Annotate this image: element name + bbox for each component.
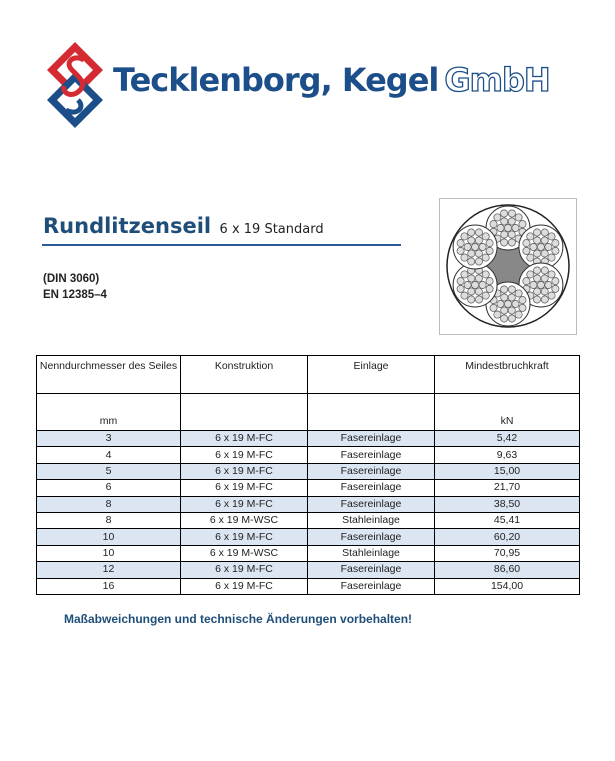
norms-block: [43, 271, 107, 303]
cell-diameter: 3: [37, 431, 181, 447]
cell-breaking-force: 70,95: [435, 545, 580, 561]
norm-en: EN 12385–4: [43, 289, 107, 301]
cell-diameter: 8: [37, 496, 181, 512]
cell-construction: 6 x 19 M-FC: [181, 431, 308, 447]
cell-construction: 6 x 19 M-FC: [181, 447, 308, 463]
company-name: [113, 61, 550, 99]
col-header-construction: Konstruktion: [181, 356, 308, 394]
cell-diameter: 8: [37, 512, 181, 528]
footer-note: Maßabweichungen und technische Änderungen vorbehalten!: [64, 612, 413, 626]
unit-breaking-force: kN: [435, 394, 580, 431]
cell-core: Fasereinlage: [308, 431, 435, 447]
table-row: [37, 578, 580, 594]
cell-core: Fasereinlage: [308, 578, 435, 594]
product-subtitle: 6 x 19 Standard: [219, 222, 324, 237]
col-header-core: Einlage: [308, 356, 435, 394]
norm-din: (DIN 3060): [43, 273, 100, 285]
cell-breaking-force: 38,50: [435, 496, 580, 512]
unit-diameter: mm: [37, 394, 181, 431]
product-title: [43, 214, 324, 238]
cell-construction: 6 x 19 M-FC: [181, 562, 308, 578]
rope-cross-section-image: [439, 198, 577, 335]
company-name-main: Tecklenborg, Kegel: [113, 61, 439, 99]
table-row: [37, 529, 580, 545]
cell-construction: 6 x 19 M-FC: [181, 496, 308, 512]
table-row: [37, 431, 580, 447]
header-row: [37, 356, 580, 394]
cell-breaking-force: 60,20: [435, 529, 580, 545]
cell-core: Fasereinlage: [308, 463, 435, 479]
cell-breaking-force: 154,00: [435, 578, 580, 594]
cell-diameter: 10: [37, 529, 181, 545]
rope-cross-section-icon: [440, 199, 576, 334]
cell-diameter: 10: [37, 545, 181, 561]
cell-core: Fasereinlage: [308, 480, 435, 496]
unit-construction: [181, 394, 308, 431]
cell-construction: 6 x 19 M-WSC: [181, 545, 308, 561]
table-row: [37, 480, 580, 496]
col-header-diameter: Nenndurchmesser des Seiles: [37, 356, 181, 394]
tk-logo-icon: [44, 40, 106, 130]
cell-core: Fasereinlage: [308, 496, 435, 512]
title-divider: [42, 244, 401, 246]
cell-diameter: 4: [37, 447, 181, 463]
table-row: [37, 562, 580, 578]
company-suffix: GmbH: [444, 61, 550, 99]
table-row: [37, 545, 580, 561]
cell-breaking-force: 45,41: [435, 512, 580, 528]
units-row: [37, 394, 580, 431]
cell-diameter: 16: [37, 578, 181, 594]
cell-core: Fasereinlage: [308, 447, 435, 463]
table-row: [37, 512, 580, 528]
cell-breaking-force: 86,60: [435, 562, 580, 578]
cell-diameter: 6: [37, 480, 181, 496]
cell-construction: 6 x 19 M-FC: [181, 578, 308, 594]
cell-breaking-force: 21,70: [435, 480, 580, 496]
table-row: [37, 463, 580, 479]
table-row: [37, 496, 580, 512]
cell-core: Fasereinlage: [308, 562, 435, 578]
cell-construction: 6 x 19 M-FC: [181, 529, 308, 545]
cell-construction: 6 x 19 M-FC: [181, 480, 308, 496]
col-header-breaking-force: Mindestbruchkraft: [435, 356, 580, 394]
cell-construction: 6 x 19 M-WSC: [181, 512, 308, 528]
cell-core: Fasereinlage: [308, 529, 435, 545]
cell-breaking-force: 15,00: [435, 463, 580, 479]
spec-table: [36, 355, 580, 595]
cell-construction: 6 x 19 M-FC: [181, 463, 308, 479]
cell-breaking-force: 5,42: [435, 431, 580, 447]
cell-core: Stahleinlage: [308, 512, 435, 528]
spec-table-body: [37, 431, 580, 595]
cell-core: Stahleinlage: [308, 545, 435, 561]
table-row: [37, 447, 580, 463]
unit-core: [308, 394, 435, 431]
cell-breaking-force: 9,63: [435, 447, 580, 463]
cell-diameter: 5: [37, 463, 181, 479]
product-title-main: Rundlitzenseil: [43, 214, 212, 238]
cell-diameter: 12: [37, 562, 181, 578]
